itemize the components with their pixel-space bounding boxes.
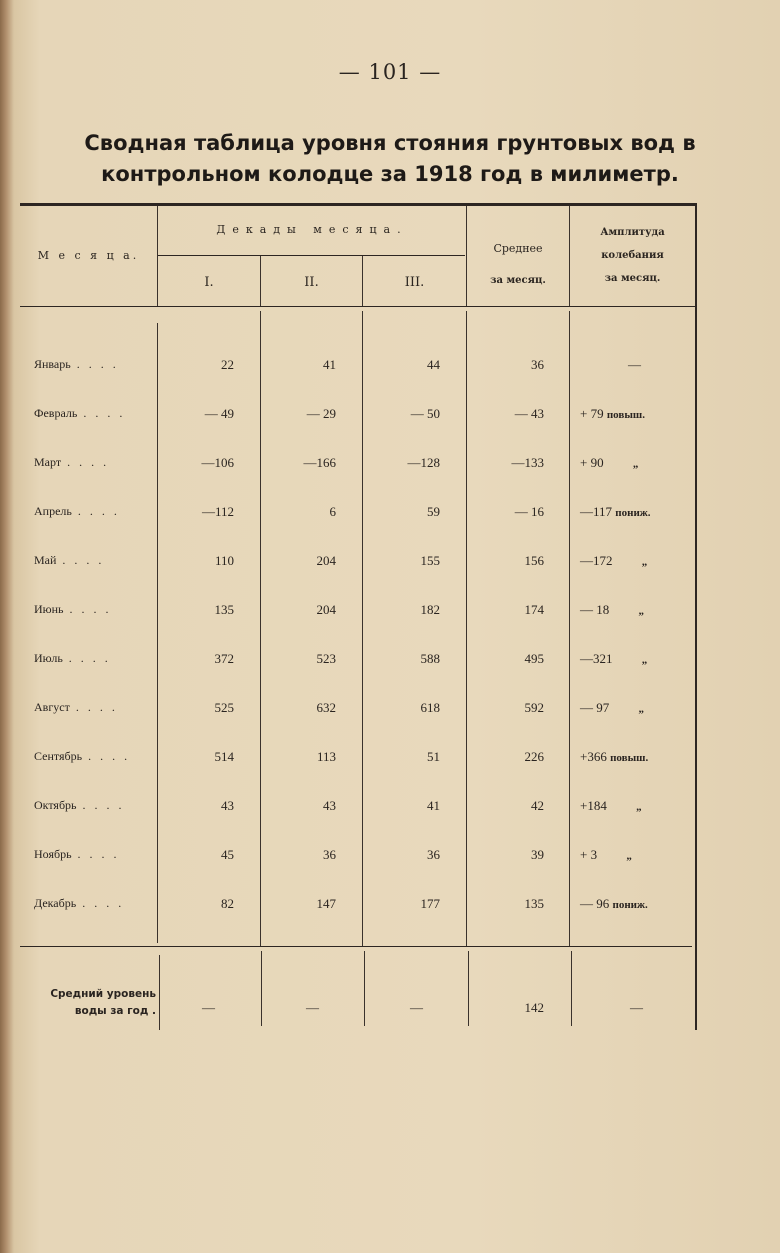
row-leader-dots: . . . . <box>56 553 105 567</box>
table-title-line-2: контрольном колодце за 1918 год в милиметр. <box>101 162 679 186</box>
row-amplitude-note: повыш. <box>606 409 645 421</box>
header-decade-3: III. <box>404 275 425 290</box>
row-month <box>34 406 164 421</box>
row-amplitude-note: пониж. <box>612 899 648 911</box>
row-month-label: Декабрь <box>34 896 77 910</box>
total-divider-avg <box>571 951 572 1026</box>
row-amplitude-note: „ <box>636 801 642 813</box>
row-d3: 177 <box>420 896 440 911</box>
row-d2: 147 <box>316 896 336 911</box>
table-right-border <box>695 203 697 1030</box>
row-leader-dots: . . . . <box>62 651 111 665</box>
row-leader-dots: . . . . <box>76 798 125 812</box>
row-amplitude-value: +366 <box>580 749 607 764</box>
row-month <box>34 602 164 617</box>
row-leader-dots: . . . . <box>71 504 120 518</box>
row-avg: 36 <box>531 357 544 372</box>
row-leader-dots: . . . . <box>63 602 112 616</box>
row-amplitude <box>580 847 632 863</box>
yearly-average: 142 <box>524 1000 544 1015</box>
table-title <box>20 128 760 190</box>
row-month <box>34 700 164 715</box>
row-amplitude-value: + 79 <box>580 406 604 421</box>
total-divider-d3 <box>468 951 469 1026</box>
row-avg: 39 <box>531 847 544 862</box>
row-month <box>34 896 164 911</box>
row-d2: 43 <box>323 798 336 813</box>
row-month-label: Август <box>34 700 70 714</box>
row-d3: —128 <box>407 455 440 470</box>
row-leader-dots: . . . . <box>71 847 120 861</box>
row-amplitude-value: — 96 <box>580 896 610 911</box>
row-d3: 51 <box>427 749 440 764</box>
row-month-label: Июнь <box>34 602 64 616</box>
yearly-label-line-1: Средний уровень <box>50 988 156 1000</box>
row-d2: 41 <box>323 357 336 372</box>
row-month-label: Февраль <box>34 406 78 420</box>
row-d3: 618 <box>420 700 440 715</box>
row-avg: — 43 <box>514 406 544 421</box>
groundwater-table <box>20 203 696 1030</box>
row-d1: 135 <box>214 602 234 617</box>
row-amplitude <box>580 406 645 422</box>
header-decade-2: II. <box>304 275 319 290</box>
row-amplitude-note: „ <box>641 654 648 666</box>
row-leader-dots: . . . . <box>69 700 118 714</box>
header-amplitude <box>570 221 695 290</box>
row-d1: 45 <box>221 847 234 862</box>
header-average-line-1: Среднее <box>493 242 543 255</box>
row-amplitude-value: —172 <box>580 553 613 568</box>
row-d2: — 29 <box>306 406 336 421</box>
header-average <box>467 233 569 297</box>
row-month-label: Апрель <box>34 504 72 518</box>
row-amplitude-note: „ <box>638 703 644 715</box>
row-d3: — 50 <box>410 406 440 421</box>
yearly-d3: — <box>410 1000 423 1015</box>
row-amplitude-note: „ <box>626 850 632 862</box>
header-amplitude-line-1: Амплитуда <box>600 227 665 238</box>
header-amplitude-line-2: колебания <box>601 250 664 261</box>
row-d3: 41 <box>427 798 440 813</box>
yearly-amplitude: — <box>630 1000 643 1015</box>
row-month <box>34 847 164 862</box>
row-month <box>34 651 164 666</box>
row-leader-dots: . . . . <box>61 455 110 469</box>
row-amplitude <box>580 504 651 520</box>
yearly-label-line-2: воды за год . <box>74 1005 156 1017</box>
total-separator-rule <box>20 946 692 947</box>
row-d2: 6 <box>329 504 336 519</box>
header-month: М е с я ц а. <box>37 249 140 262</box>
row-amplitude <box>580 553 647 569</box>
row-amplitude <box>580 798 642 814</box>
row-amplitude-value: — 97 <box>580 700 610 715</box>
row-d2: —166 <box>303 455 336 470</box>
body-divider-d2 <box>362 311 363 946</box>
row-amplitude-value: — 18 <box>580 602 610 617</box>
row-d2: 204 <box>316 602 336 617</box>
row-d2: 113 <box>316 749 336 764</box>
row-amplitude-note: повыш. <box>610 752 649 764</box>
row-avg: 42 <box>531 798 544 813</box>
header-decade-1: I. <box>204 275 214 290</box>
row-avg: —133 <box>511 455 544 470</box>
row-amplitude <box>580 651 647 667</box>
row-d1: —112 <box>201 504 234 519</box>
row-d1: — 49 <box>204 406 234 421</box>
body-divider-d1 <box>260 311 261 946</box>
row-avg: 174 <box>524 602 544 617</box>
total-divider-d2 <box>364 951 365 1026</box>
row-avg: 156 <box>524 553 544 568</box>
row-d2: 36 <box>323 847 336 862</box>
row-d3: 588 <box>420 651 440 666</box>
row-d1: 514 <box>214 749 234 764</box>
row-amplitude <box>580 749 648 765</box>
row-amplitude-value: — <box>628 357 641 372</box>
row-month <box>34 553 164 568</box>
row-month <box>34 798 164 813</box>
row-d1: 43 <box>221 798 234 813</box>
row-amplitude-value: —321 <box>580 651 613 666</box>
body-divider-avg <box>569 311 570 946</box>
total-divider-d1 <box>261 951 262 1026</box>
row-avg: 226 <box>524 749 544 764</box>
row-month-label: Июль <box>34 651 63 665</box>
row-d1: 82 <box>221 896 234 911</box>
row-month-label: Октябрь <box>34 798 77 812</box>
row-month-label: Сентябрь <box>34 749 83 763</box>
row-d3: 36 <box>427 847 440 862</box>
row-amplitude-value: + 90 <box>580 455 604 470</box>
row-d1: 110 <box>214 553 234 568</box>
header-average-line-2: за месяц. <box>490 275 546 286</box>
row-d2: 204 <box>316 553 336 568</box>
row-leader-dots: . . . . <box>77 406 126 420</box>
row-amplitude-note: „ <box>632 458 639 470</box>
row-d2: 523 <box>316 651 336 666</box>
row-amplitude <box>580 896 648 912</box>
row-d2: 632 <box>316 700 336 715</box>
page-number: — 101 — <box>338 60 442 84</box>
row-amplitude <box>580 700 644 716</box>
header-bottom-rule <box>20 306 696 307</box>
row-avg: 495 <box>524 651 544 666</box>
table-top-rule <box>20 203 696 206</box>
row-avg: — 16 <box>514 504 544 519</box>
row-leader-dots: . . . . <box>70 357 119 371</box>
row-d3: 44 <box>427 357 440 372</box>
row-d3: 59 <box>427 504 440 519</box>
yearly-label <box>26 986 156 1020</box>
row-amplitude-value: + 3 <box>580 847 598 862</box>
row-avg: 135 <box>524 896 544 911</box>
row-leader-dots: . . . . <box>82 749 131 763</box>
row-amplitude-value: +184 <box>580 798 607 813</box>
header-decades: Декады месяца. <box>216 223 408 236</box>
row-d1: 22 <box>221 357 234 372</box>
row-month <box>34 455 164 470</box>
decades-divider-rule <box>157 255 465 256</box>
row-amplitude-note: „ <box>638 605 644 617</box>
row-amplitude-value: —117 <box>580 504 613 519</box>
row-d1: —106 <box>201 455 234 470</box>
row-d1: 372 <box>214 651 234 666</box>
row-month-label: Январь <box>34 357 71 371</box>
row-month-label: Май <box>34 553 57 567</box>
row-avg: 592 <box>524 700 544 715</box>
table-title-line-1: Сводная таблица уровня стояния грунтовых вод в <box>84 131 696 155</box>
row-d1: 525 <box>214 700 234 715</box>
col-divider-month <box>157 206 158 306</box>
row-d3: 155 <box>420 553 440 568</box>
row-month <box>34 749 164 764</box>
row-month <box>34 357 164 372</box>
row-amplitude-note: „ <box>641 556 648 568</box>
row-amplitude <box>580 602 644 618</box>
row-month-label: Март <box>34 455 62 469</box>
row-amplitude-note: пониж. <box>615 507 651 519</box>
row-month <box>34 504 164 519</box>
row-leader-dots: . . . . <box>76 896 125 910</box>
header-amplitude-line-3: за месяц. <box>604 273 661 284</box>
yearly-d1: — <box>202 1000 215 1015</box>
row-amplitude <box>580 455 638 471</box>
total-divider-month <box>159 955 160 1030</box>
body-divider-d3 <box>466 311 467 946</box>
row-amplitude <box>628 357 641 373</box>
yearly-d2: — <box>306 1000 319 1015</box>
row-d3: 182 <box>420 602 440 617</box>
row-month-label: Ноябрь <box>34 847 72 861</box>
